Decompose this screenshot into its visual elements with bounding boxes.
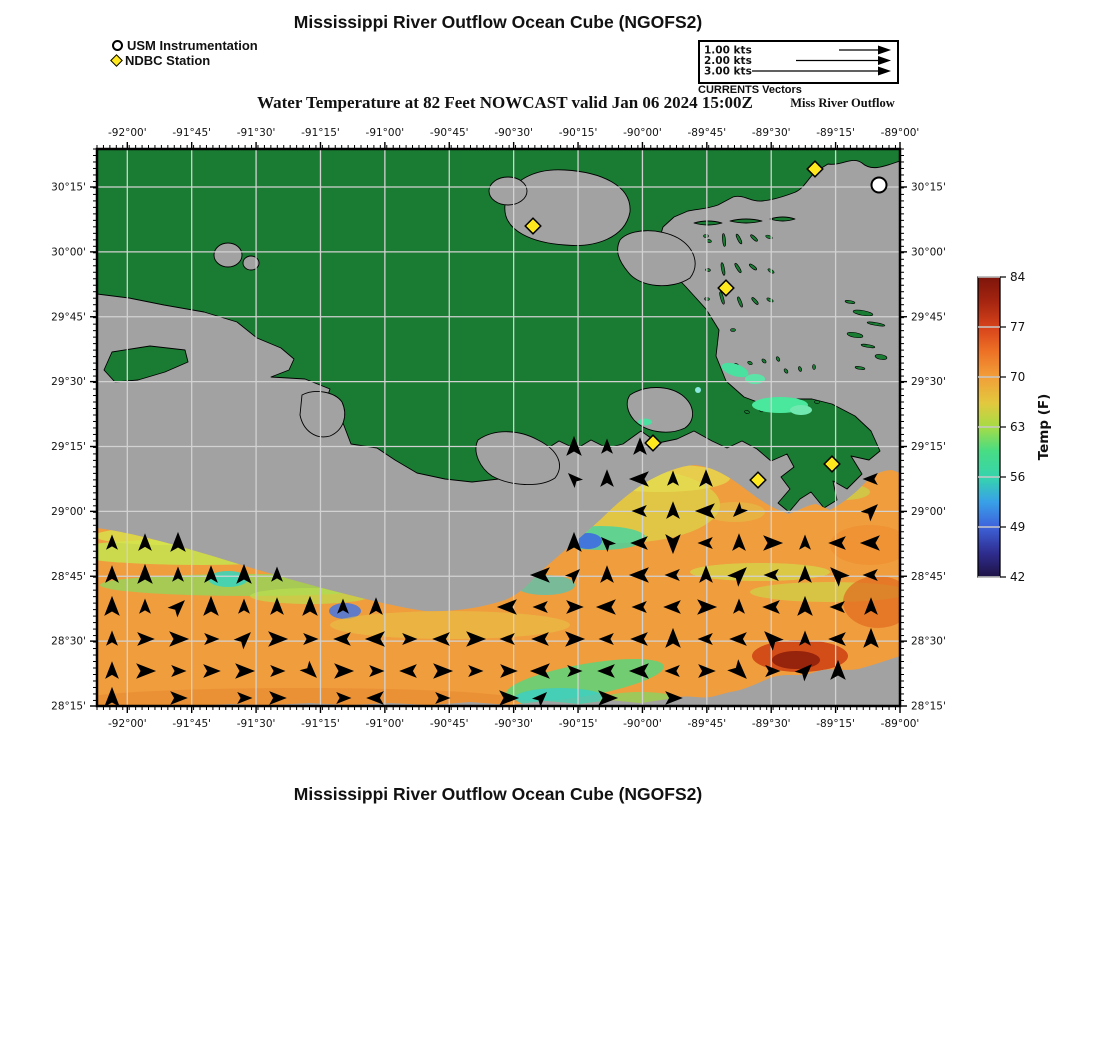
barrier-island-3	[770, 217, 795, 221]
lat-tick-label-left: 29°00'	[51, 505, 86, 518]
lat-tick-label-right: 30°15'	[911, 181, 946, 194]
lat-tick-label-left: 30°15'	[51, 181, 86, 194]
lon-tick-label-bottom: -92°00'	[107, 718, 147, 730]
lon-tick-label-top: -91°15'	[301, 127, 340, 139]
colorbar-tick-label: 56	[1010, 470, 1026, 484]
lon-tick-label-top: -91°45'	[172, 127, 212, 139]
plot-subtitle: Water Temperature at 82 Feet NOWCAST valid Jan 06 2024 15:00Z	[257, 93, 753, 112]
lat-tick-label-left: 29°45'	[51, 311, 86, 324]
barrier-island-1	[694, 221, 722, 225]
lat-tick-label-left: 29°15'	[51, 441, 86, 453]
lon-tick-label-top: -89°45'	[687, 127, 727, 139]
lon-tick-label-top: -92°00'	[107, 127, 147, 139]
vector-legend-row-label: 1.00 kts	[704, 44, 752, 57]
lon-tick-label-top: -90°15'	[558, 127, 598, 139]
vector-legend-row-label: 2.00 kts	[704, 55, 752, 67]
lat-tick-label-left: 30°00'	[51, 246, 86, 259]
legend-label-ndbc: NDBC Station	[125, 53, 211, 68]
lat-tick-label-right: 29°15'	[911, 441, 946, 453]
barrier-island-2	[730, 219, 762, 223]
lon-tick-label-bottom: -89°15'	[816, 718, 855, 730]
lon-tick-label-bottom: -90°00'	[623, 718, 662, 730]
lon-tick-label-bottom: -91°15'	[301, 718, 340, 730]
lon-tick-label-top: -90°30'	[494, 127, 533, 139]
colorbar-tick-label: 42	[1010, 570, 1026, 584]
colorbar-tick-label: 70	[1010, 370, 1026, 384]
lat-tick-label-right: 28°45'	[911, 570, 946, 583]
lat-tick-label-left: 28°15'	[51, 700, 86, 713]
footer-title: Mississippi River Outflow Ocean Cube (NGOFS2)	[293, 784, 703, 804]
lat-tick-label-right: 29°45'	[911, 311, 946, 324]
lake-maurepas	[489, 177, 527, 205]
lon-tick-label-bottom: -89°00'	[880, 718, 920, 730]
lon-tick-label-bottom: -90°45'	[429, 718, 469, 730]
vector-legend-row-label: 3.00 kts	[704, 65, 752, 78]
lat-tick-label-right: 30°00'	[911, 246, 946, 259]
colorbar-tick-label: 77	[1010, 320, 1026, 334]
lat-tick-label-left: 28°45'	[51, 570, 86, 583]
lat-tick-label-right: 28°30'	[911, 635, 946, 648]
lon-tick-label-top: -90°45'	[429, 127, 469, 139]
lon-tick-label-top: -89°00'	[880, 127, 920, 139]
lon-tick-label-bottom: -89°45'	[687, 718, 727, 730]
lat-tick-label-right: 29°00'	[911, 505, 946, 518]
lon-tick-label-top: -91°30'	[236, 127, 276, 139]
lat-tick-label-left: 29°30'	[51, 376, 86, 389]
lon-tick-label-top: -90°00'	[623, 127, 662, 139]
lon-tick-label-bottom: -89°30'	[751, 718, 791, 730]
lon-tick-label-top: -89°30'	[751, 127, 791, 139]
vector-legend-caption: CURRENTS Vectors	[698, 84, 802, 96]
lon-tick-label-bottom: -90°15'	[558, 718, 598, 730]
colorbar-tick-label: 84	[1010, 270, 1026, 284]
colorbar-axis-label: Temp (F)	[1036, 393, 1052, 461]
lat-tick-label-left: 28°30'	[51, 635, 86, 648]
page-title: Mississippi River Outflow Ocean Cube (NGOFS2)	[293, 12, 703, 32]
lat-tick-label-right: 28°15'	[911, 700, 946, 713]
small-lake-west	[214, 243, 242, 267]
lon-tick-label-bottom: -90°30'	[494, 718, 533, 730]
lon-tick-label-top: -89°15'	[816, 127, 855, 139]
colorbar-tick-label: 49	[1010, 520, 1026, 534]
lon-tick-label-bottom: -91°45'	[172, 718, 212, 730]
lake-pontchartrain	[505, 170, 630, 246]
colorbar-tick-label: 63	[1010, 420, 1026, 434]
lon-tick-label-bottom: -91°00'	[365, 718, 405, 730]
lat-tick-label-right: 29°30'	[911, 376, 946, 389]
lon-tick-label-bottom: -91°30'	[236, 718, 276, 730]
lon-tick-label-top: -91°00'	[365, 127, 405, 139]
usm-station-marker	[872, 178, 887, 193]
region-annotation: Miss River Outflow	[790, 96, 895, 110]
colorbar	[978, 270, 1052, 584]
legend-label-usm: USM Instrumentation	[127, 38, 258, 53]
